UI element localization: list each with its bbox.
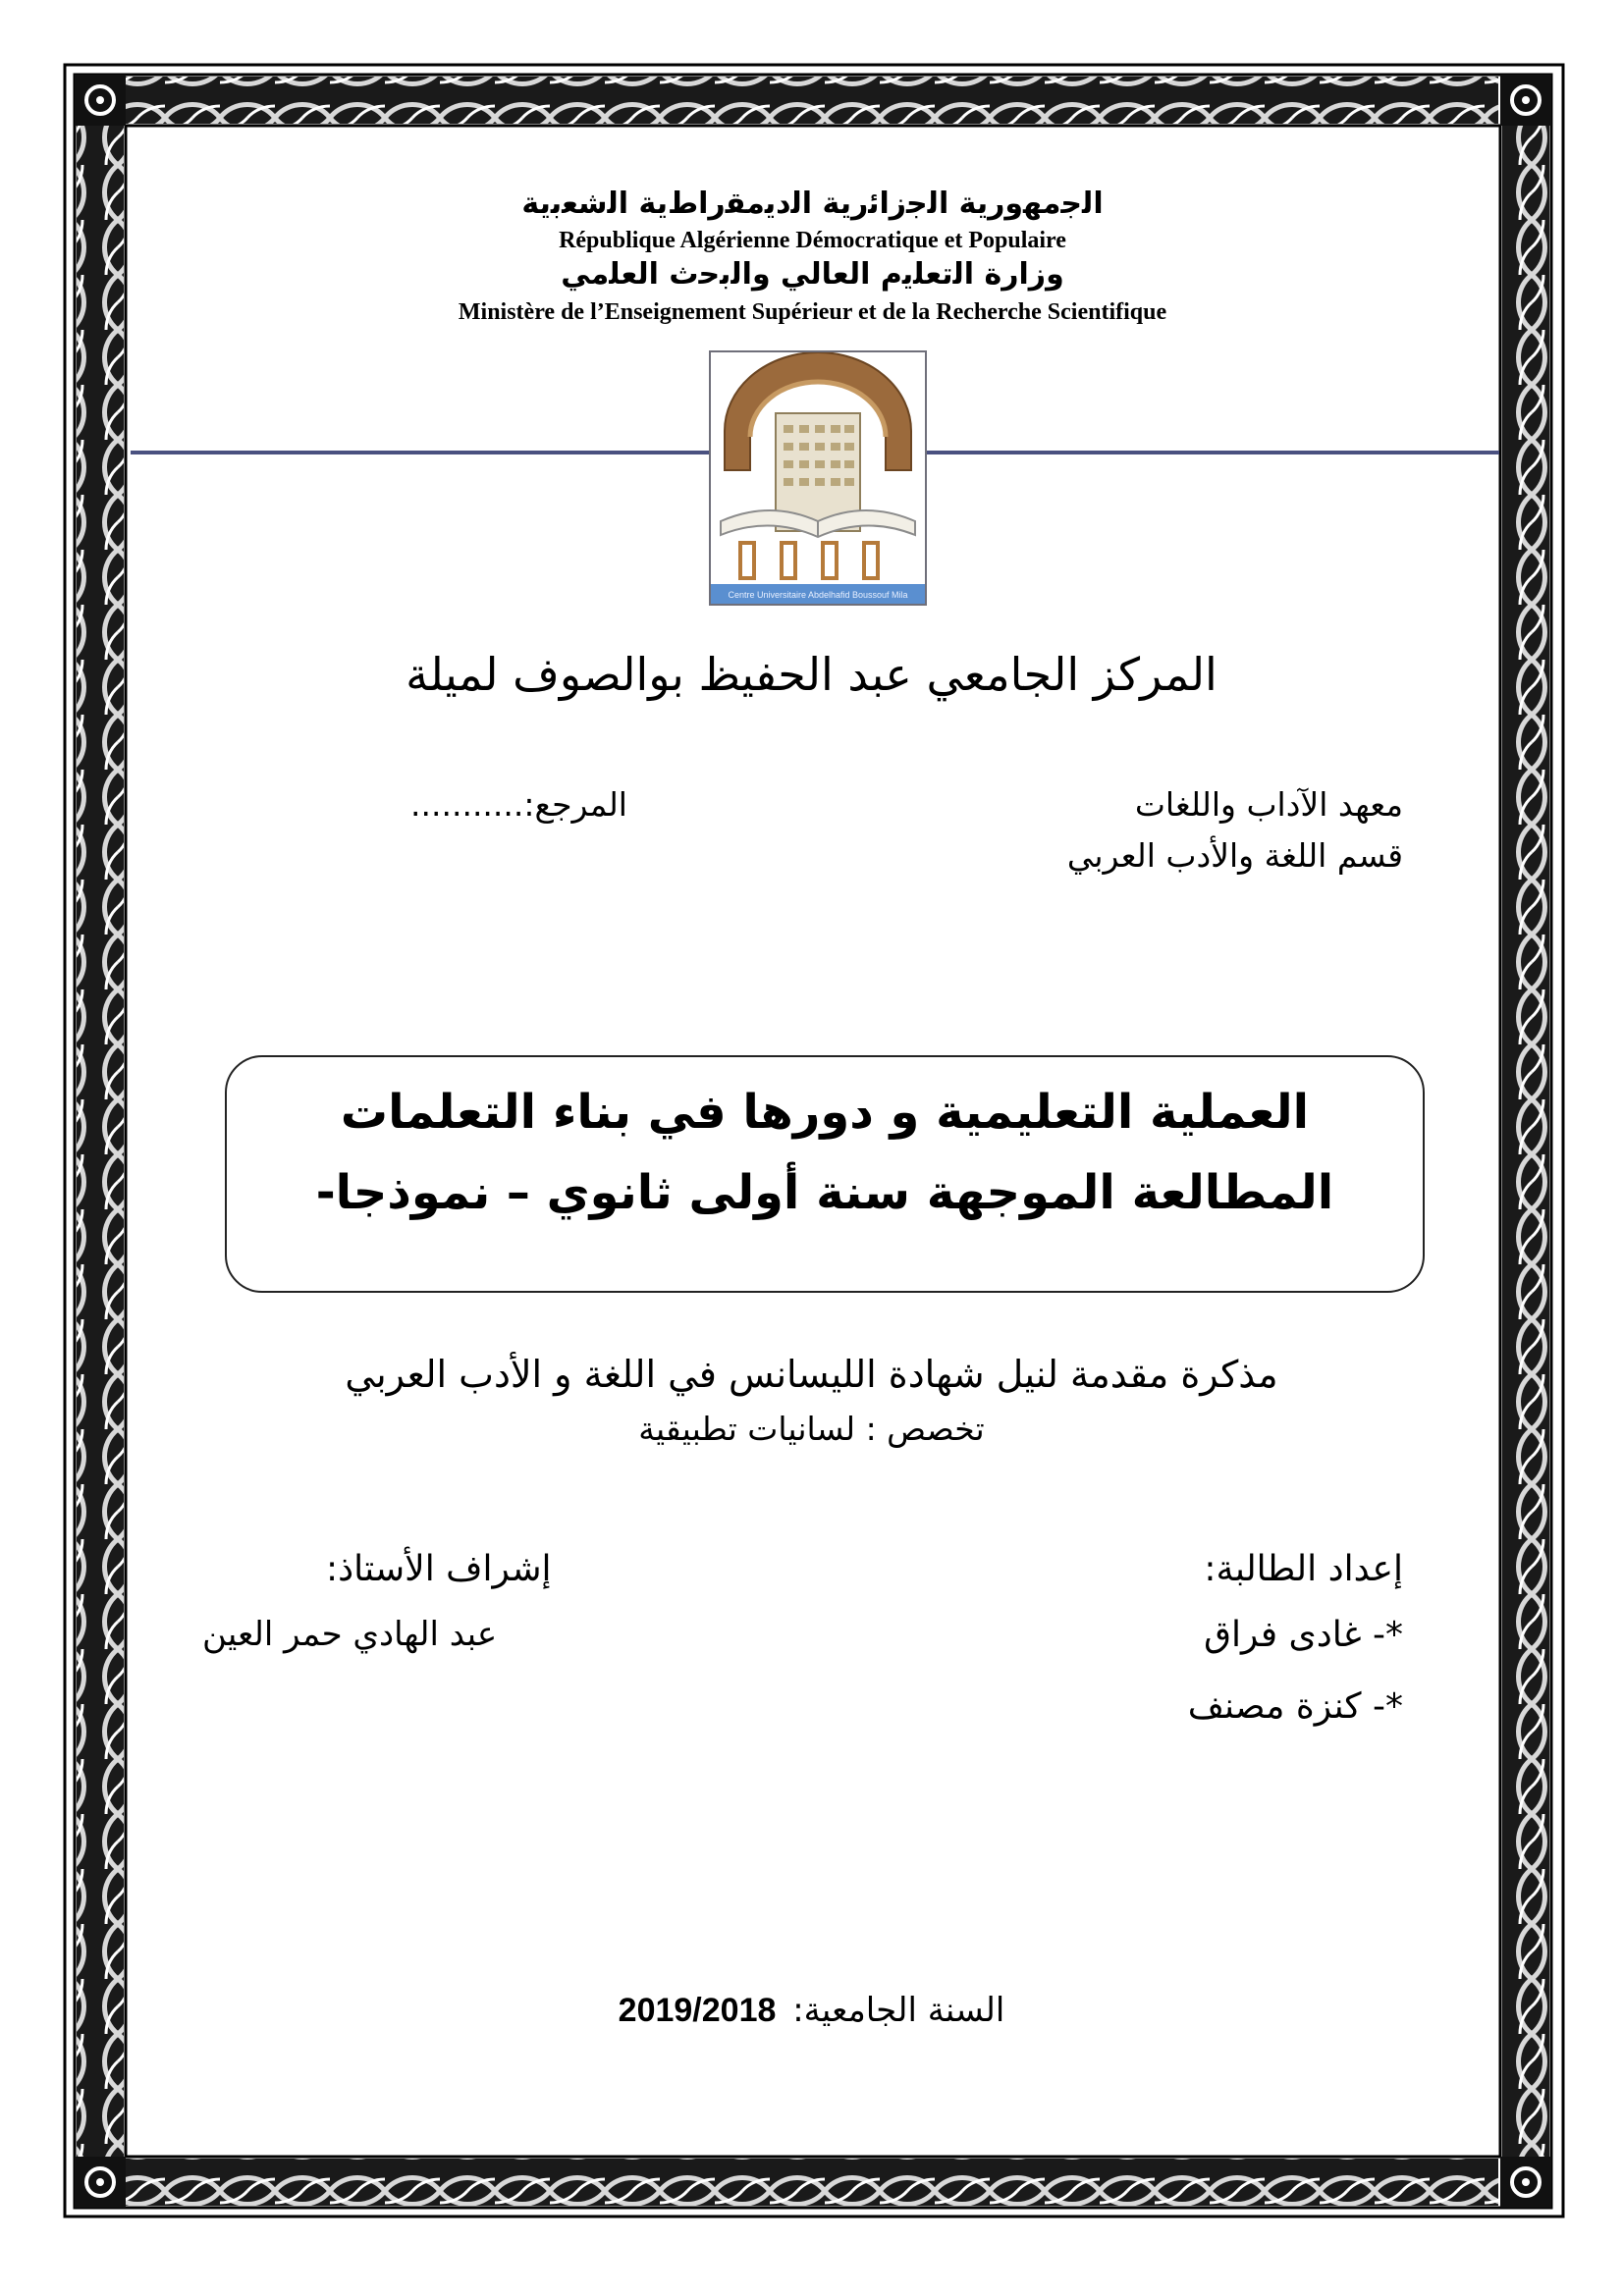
ministry-french: Ministère de l’Enseignement Supérieur et de la Recherche Scientifique <box>458 299 1167 325</box>
ministry-arabic: ﻭﺯﺍﺭﺓ ﺍﻟﺗﻌﻠﻳﻡ ﺍﻟﻌﺎﻟﻲ ﻭﺍﻟﺑﺣﺙ ﺍﻟﻌﻠﻣﻲ <box>561 257 1064 292</box>
academic-year-label: السنة الجامعية: <box>792 1991 1005 2030</box>
supervisor-label: إشراف الأستاذ: <box>326 1549 552 1589</box>
reference-field: المرجع:........... <box>410 785 627 824</box>
republic-arabic: ﺍﻟﺟﻣﻬﻭﺭﻳﺔ ﺍﻟﺟﺯﺍﺋﺭﻳﺔ ﺍﻟﺩﻳﻣﻘﺭﺍﻁﻳﺔ ﺍﻟﺷﻌﺑﻳﺔ <box>521 187 1104 221</box>
students-label: إعداد الطالبة: <box>1204 1549 1403 1589</box>
thesis-title-box <box>225 1055 1425 1293</box>
thesis-title-line1: العملية التعليمية و دورها في بناء التعلمات <box>340 1085 1310 1140</box>
divider-left <box>131 451 709 454</box>
thesis-title-line2: المطالعة الموجهة سنة أولى ثانوي – نموذجا- <box>315 1165 1334 1220</box>
center-name: المركز الجامعي عبد الحفيظ بوالصوف لميلة <box>406 648 1217 701</box>
republic-french: République Algérienne Démocratique et Populaire <box>559 228 1066 253</box>
supervisor-name: عبد الهادي حمر العين <box>202 1615 498 1654</box>
university-logo <box>709 350 927 606</box>
student-name-2: *- كنزة مصنف <box>1187 1686 1403 1727</box>
department-name: قسم اللغة والأدب العربي <box>1066 836 1403 875</box>
divider-right <box>923 451 1499 454</box>
academic-year <box>196 1991 1427 2030</box>
logo-caption: Centre Universitaire Abdelhafid Boussouf Mila <box>728 590 908 600</box>
thesis-specialty: تخصص : لسانيات تطبيقية <box>638 1410 985 1448</box>
academic-year-value: 2019/2018 <box>618 1992 777 2029</box>
student-name-1: *- غادى فراق <box>1204 1615 1403 1655</box>
institute-name: معهد الآداب واللغات <box>1134 785 1403 824</box>
university-logo-image <box>711 352 925 604</box>
thesis-description: مذكرة مقدمة لنيل شهادة الليسانس في اللغة و الأدب العربي <box>345 1353 1278 1396</box>
